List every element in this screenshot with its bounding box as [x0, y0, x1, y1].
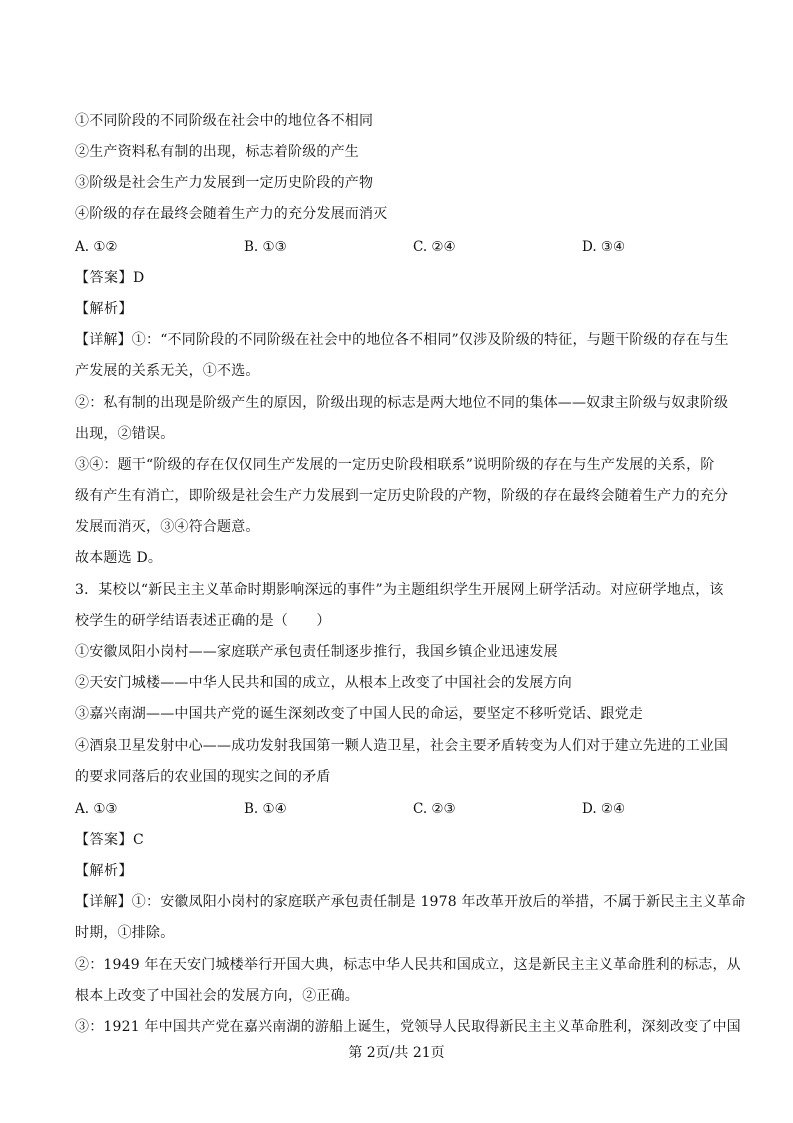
q2-statement-1: ①不同阶段的不同阶级在社会中的地位各不相同 [75, 113, 374, 129]
q3-analysis-label: 【解析】 [75, 863, 133, 879]
q2-analysis-line: 级有产生有消亡，即阶级是社会生产力发展到一定历史阶段的产物，阶级的存在最终会随着生产力的充分 [75, 488, 729, 504]
q3-statement-2: ②天安门城楼——中华人民共和国的成立，从根本上改变了中国社会的发展方向 [75, 675, 572, 691]
q2-option-b: B. ①③ [244, 239, 287, 255]
q2-answer: 【答案】D [75, 270, 145, 286]
q2-analysis-label: 【解析】 [75, 301, 133, 317]
q3-answer: 【答案】C [75, 832, 145, 848]
q3-statement-4-cont: 的要求同落后的农业国的现实之间的矛盾 [75, 769, 331, 785]
q2-analysis-line: ③④：题干“阶级的存在仅仅同生产发展的一定历史阶段相联系”说明阶级的存在与生产发展的关系，阶 [75, 457, 715, 473]
q2-statement-2: ②生产资料私有制的出现，标志着阶级的产生 [75, 144, 359, 160]
q2-analysis-line: ②：私有制的出现是阶级产生的原因，阶级出现的标志是两大地位不同的集体——奴隶主阶级与奴隶阶级 [75, 395, 729, 411]
q2-analysis-line: 【详解】①：“不同阶段的不同阶级在社会中的地位各不相同”仅涉及阶级的特征，与题干阶级的存在与生 [75, 332, 729, 348]
q3-analysis-line: ②：1949 年在天安门城楼举行开国大典，标志中华人民共和国成立，这是新民主主义革命胜利的标志，从 [75, 957, 741, 973]
q3-analysis-line: ③：1921 年中国共产党在嘉兴南湖的游船上诞生，党领导人民取得新民主主义革命胜利，深刻改变了中国 [75, 1019, 741, 1035]
q2-options [75, 237, 735, 257]
q2-conclusion: 故本题选 D。 [75, 550, 163, 566]
q3-analysis-line: 【详解】①：安徽凤阳小岗村的家庭联产承包责任制是 1978 年改革开放后的举措，不属于新民主主义革命 [75, 894, 746, 910]
q2-option-d: D. ③④ [582, 239, 626, 255]
q3-analysis-line: 根本上改变了中国社会的发展方向，②正确。 [75, 988, 359, 1004]
q3-stem-line: 3．某校以“新民主主义革命时期影响深远的事件”为主题组织学生开展网上研学活动。对应研学地点，该 [75, 582, 724, 598]
q3-options [75, 799, 735, 819]
q2-statement-4: ④阶级的存在最终会随着生产力的充分发展而消灭 [75, 206, 388, 222]
q2-statement-3: ③阶级是社会生产力发展到一定历史阶段的产物 [75, 175, 374, 191]
q3-stem-line: 校学生的研学结语表述正确的是（ ） [75, 613, 331, 629]
q2-analysis-line: 产发展的关系无关，①不选。 [75, 363, 260, 379]
q3-statement-4: ④酒泉卫星发射中心——成功发射我国第一颗人造卫星，社会主要矛盾转变为人们对于建立先进的工业国 [75, 738, 729, 754]
q2-analysis-line: 发展而消灭，③④符合题意。 [75, 519, 260, 535]
page-number-footer: 第 2页/共 21页 [348, 1045, 445, 1061]
q3-option-c: C. ②③ [413, 801, 456, 817]
q3-statement-3: ③嘉兴南湖——中国共产党的诞生深刻改变了中国人民的命运，要坚定不移听党话、跟党走 [75, 706, 643, 722]
q3-option-d: D. ②④ [582, 801, 626, 817]
q3-analysis-line: 时期，①排除。 [75, 925, 175, 941]
q3-option-a: A. ①③ [75, 801, 118, 817]
q3-statement-1: ①安徽凤阳小岗村——家庭联产承包责任制逐步推行，我国乡镇企业迅速发展 [75, 644, 558, 660]
q3-option-b: B. ①④ [244, 801, 287, 817]
q2-option-c: C. ②④ [413, 239, 456, 255]
q2-analysis-line: 出现，②错误。 [75, 426, 175, 442]
q2-option-a: A. ①② [75, 239, 118, 255]
